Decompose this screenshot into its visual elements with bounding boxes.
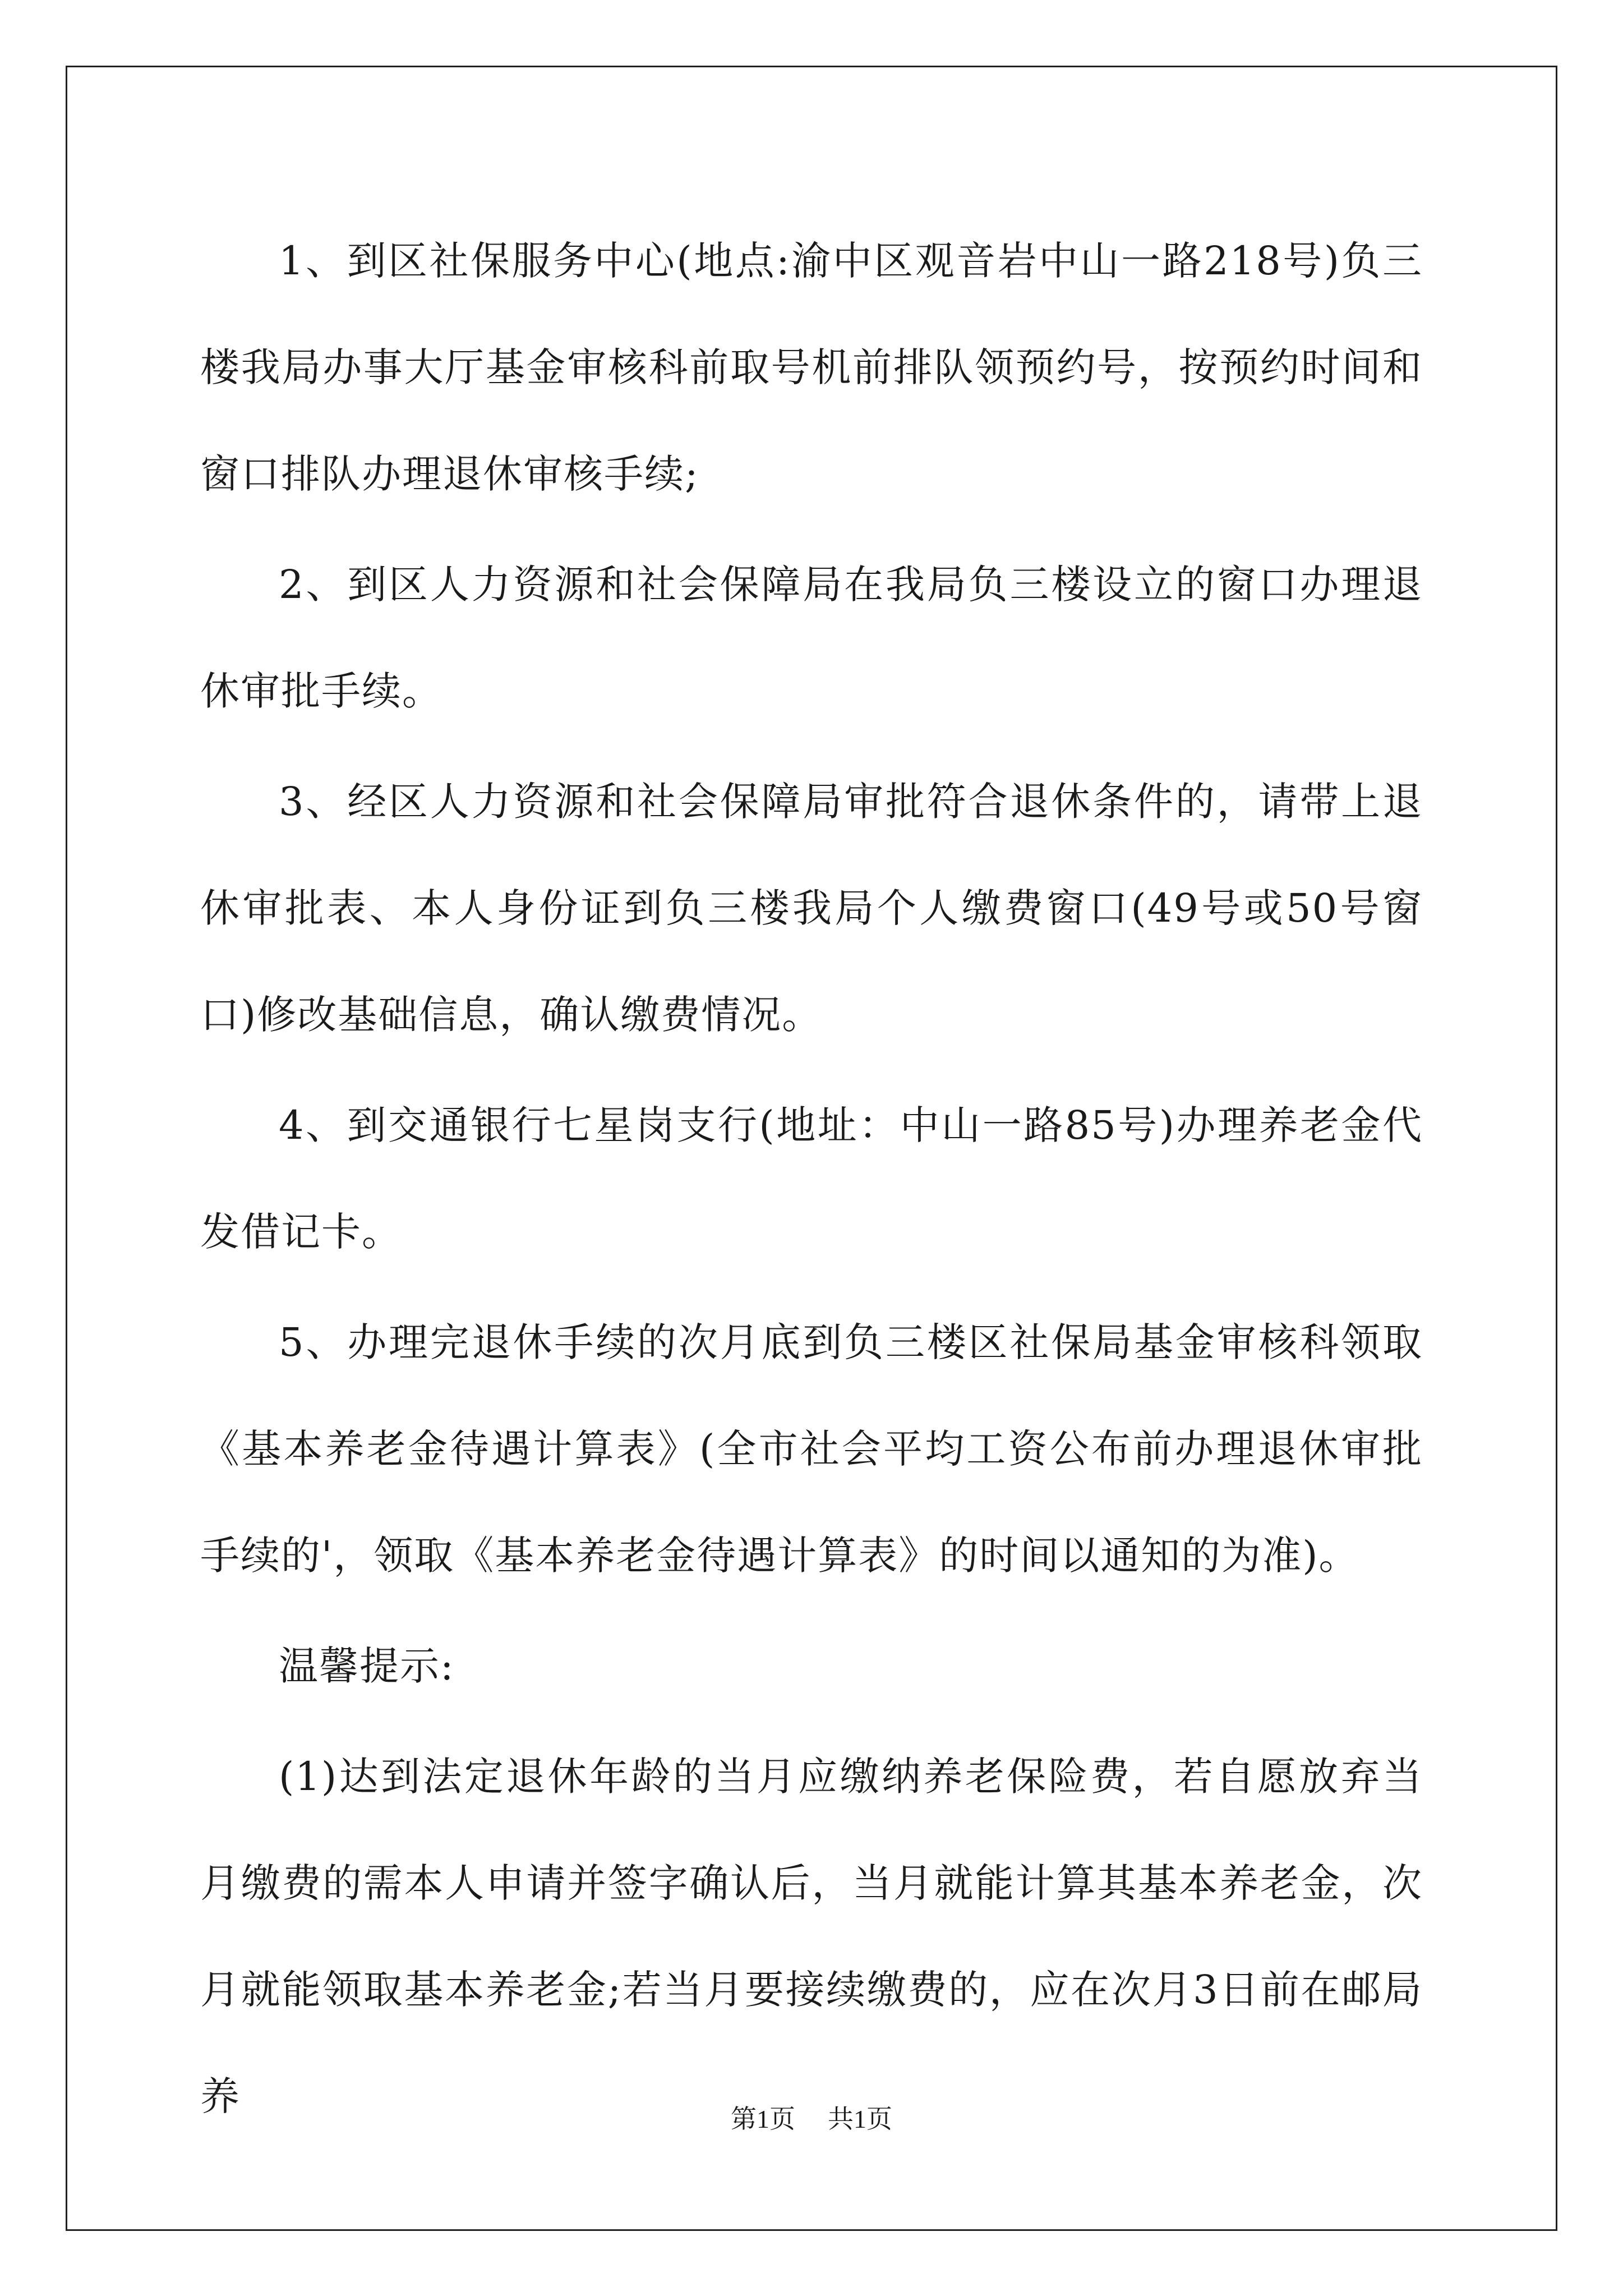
page-total: 共1页 xyxy=(828,2105,892,2133)
paragraph-tip-1: (1)达到法定退休年龄的当月应缴纳养老保险费，若自愿放弃当月缴费的需本人申请并签字确认后，当月就能计算其基本养老金，次月就能领取基本养老金;若当月要接续缴费的，应在次月3日前在邮局养 xyxy=(200,1754,1423,2119)
paragraph-step-5: 5、办理完退休手续的次月底到负三楼区社保局基金审核科领取《基本养老金待遇计算表》(全市社会平均工资公布前办理退休审批手续的'，领取《基本养老金待遇计算表》的时间以通知的为准)。 xyxy=(200,1319,1423,1579)
paragraph-step-3: 3、经区人力资源和社会保障局审批符合退休条件的，请带上退休审批表、本人身份证到负三楼我局个人缴费窗口(49号或50号窗口)修改基础信息，确认缴费情况。 xyxy=(200,779,1423,1038)
paragraph-step-2: 2、到区人力资源和社会保障局在我局负三楼设立的窗口办理退休审批手续。 xyxy=(200,562,1423,714)
tips-heading: 温馨提示: xyxy=(279,1643,455,1689)
document-body xyxy=(200,208,1423,2154)
page-number: 第1页 xyxy=(731,2105,795,2133)
paragraph-step-4: 4、到交通银行七星岗支行(地址：中山一路85号)办理养老金代发借记卡。 xyxy=(200,1102,1423,1255)
page-footer xyxy=(0,2102,1623,2136)
paragraph-step-1: 1、到区社保服务中心(地点:渝中区观音岩中山一路218号)负三楼我局办事大厅基金审核科前取号机前排队领预约号，按预约时间和窗口排队办理退休审核手续; xyxy=(200,238,1423,497)
